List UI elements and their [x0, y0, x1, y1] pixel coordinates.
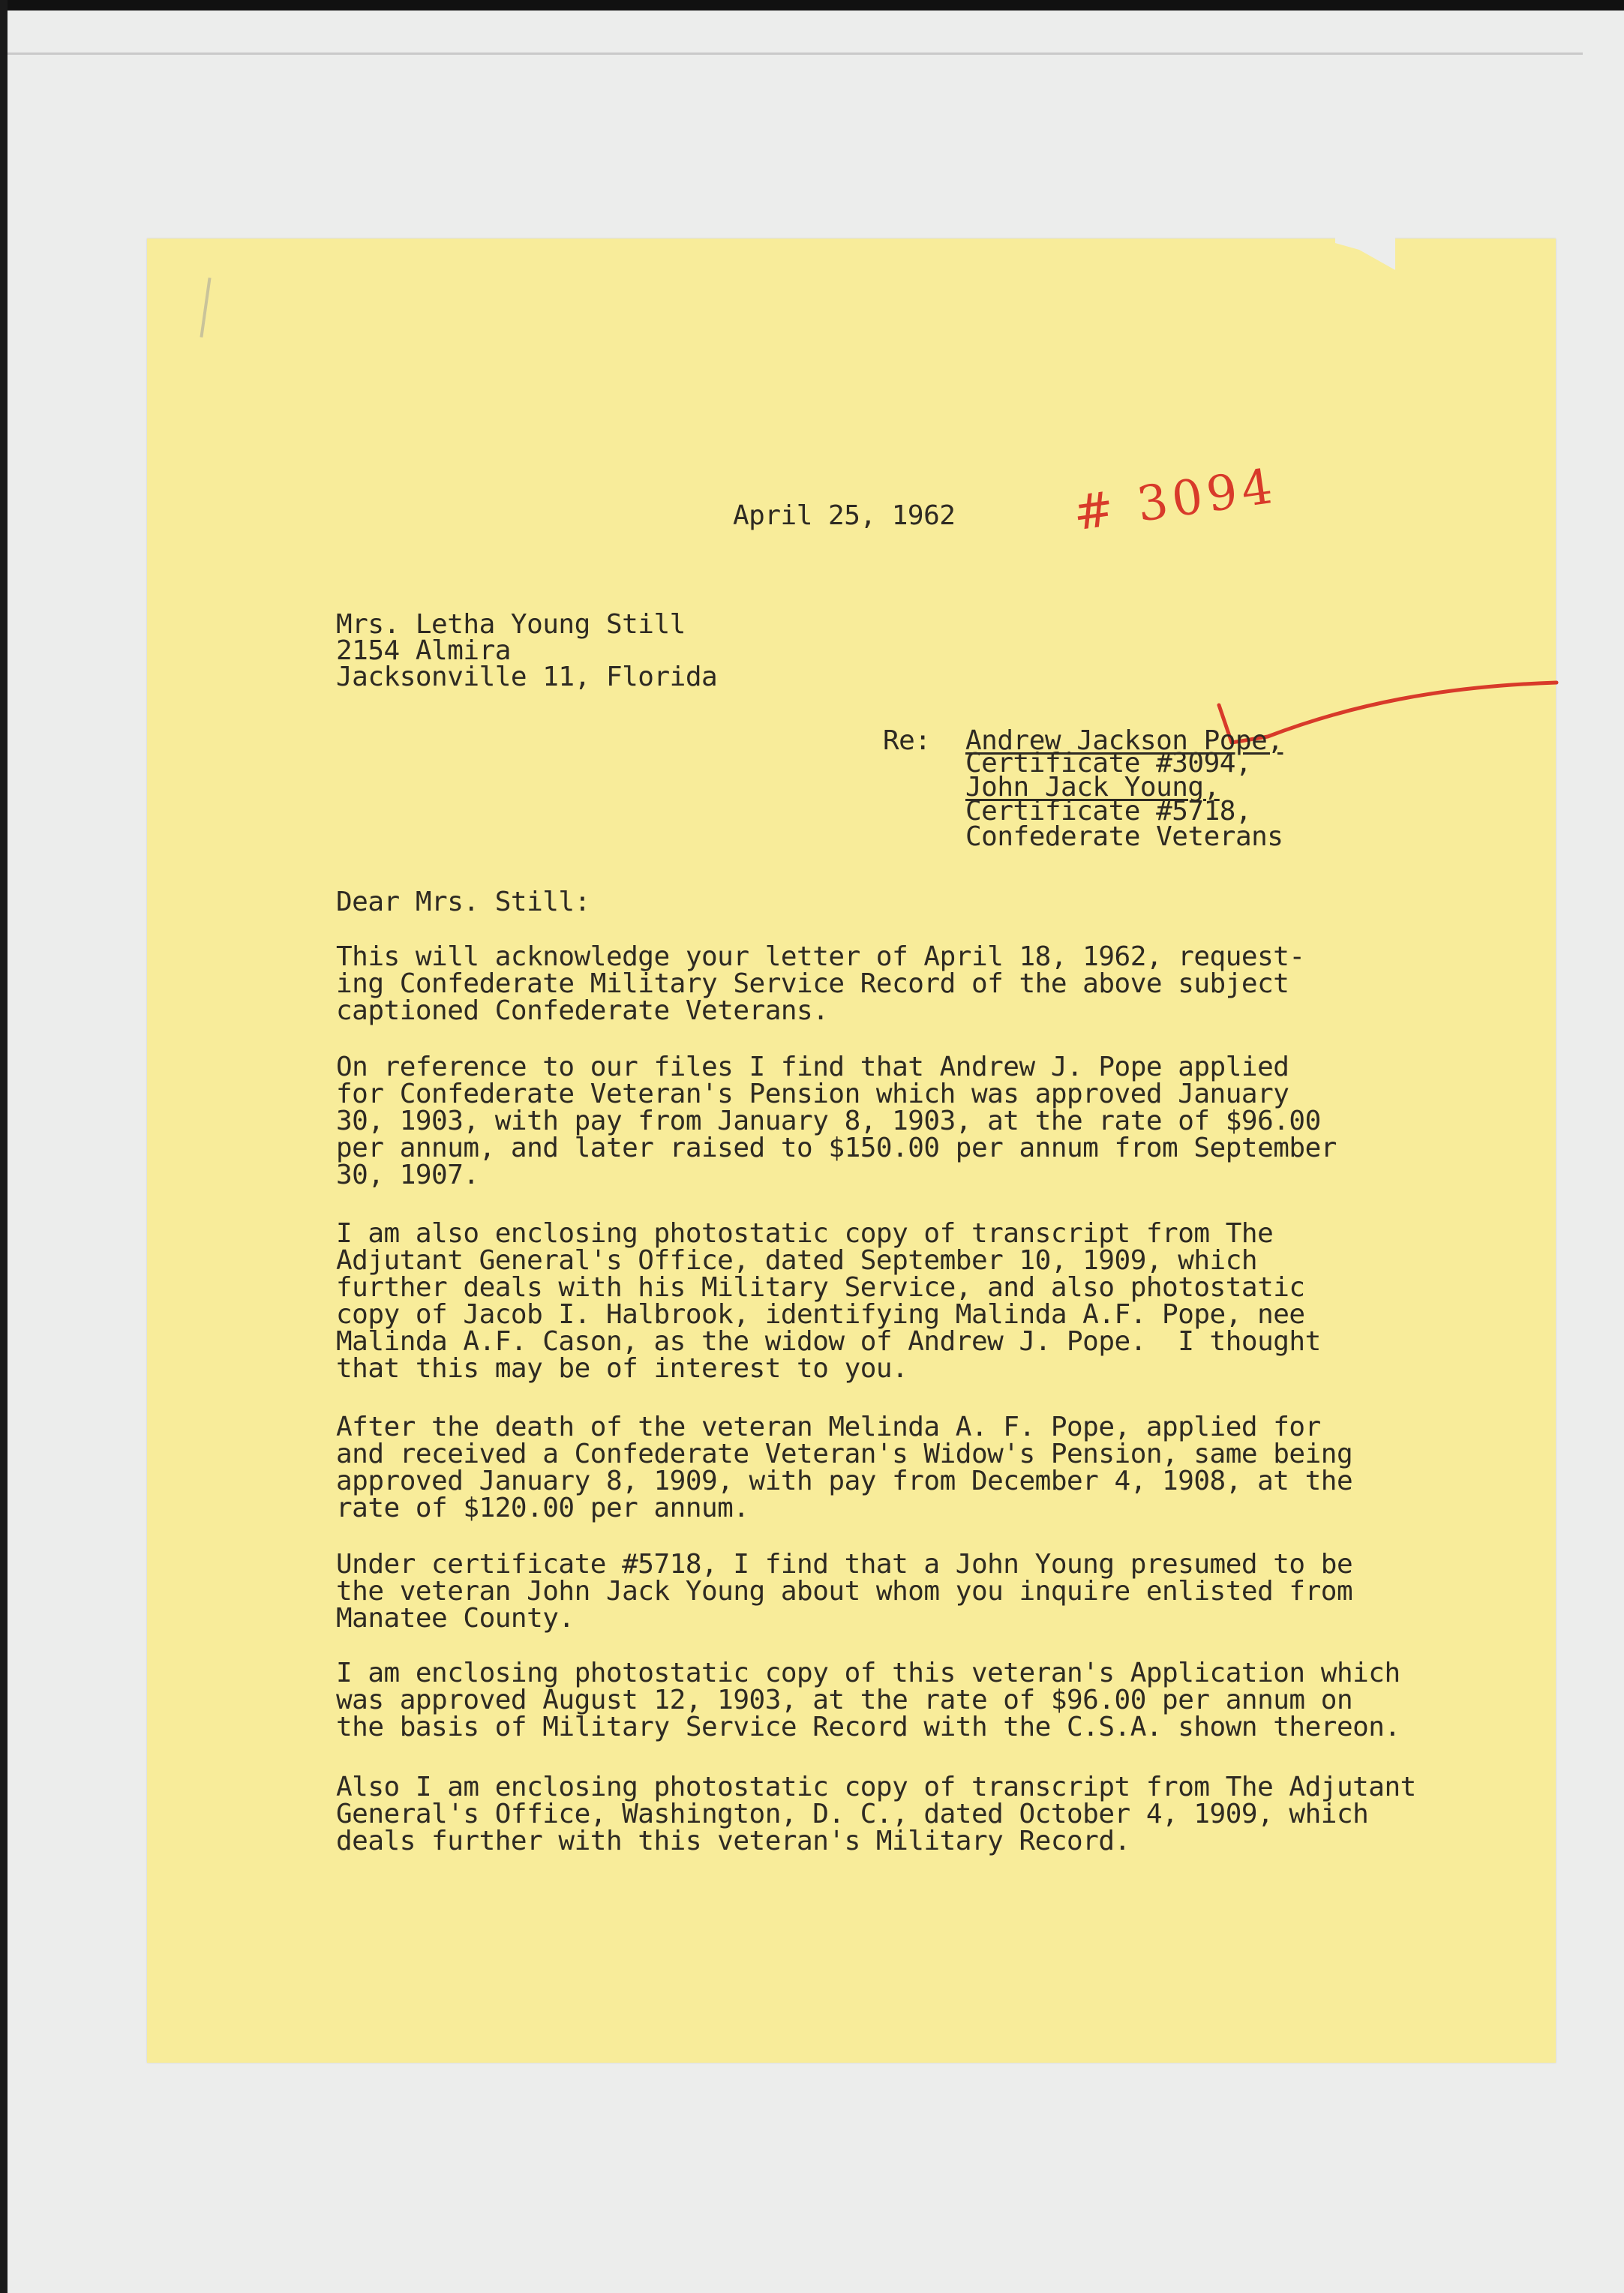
body-paragraph: Under certificate #5718, I find that a John Young presumed to be the veteran John Jack Young about whom you inquire enlisted from Manatee County. [336, 1549, 1353, 1634]
letter-date: April 25, 1962 [733, 500, 956, 531]
re-line: Confederate Veterans [965, 821, 1283, 852]
body-paragraph: This will acknowledge your letter of April 18, 1962, request- ing Confederate Military Service Record of the above subject captioned Confederate Veterans. [336, 941, 1305, 1026]
address-line: Mrs. Letha Young Still [336, 609, 686, 640]
handwritten-certificate-note: # 3094 [1070, 458, 1280, 542]
re-line: Andrew Jackson Pope, [965, 725, 1283, 756]
scanner-top-edge [0, 0, 1624, 11]
body-paragraph: On reference to our files I find that Andrew J. Pope applied for Confederate Veteran's Pension which was approved January 30, 1903, with pay from January 8, 1903, at the rate of $96.00 per annum, and later raised to $150.00 per annum from September 30, 1907. [336, 1052, 1337, 1190]
address-line: Jacksonville 11, Florida [336, 662, 718, 692]
re-line: Certificate #5718, [965, 796, 1252, 827]
re-label: Re: [883, 725, 931, 756]
address-line: 2154 Almira [336, 635, 511, 666]
body-paragraph: Also I am enclosing photostatic copy of transcript from The Adjutant General's Office, Washington, D. C., dated October 4, 1909, which deals further with this veteran's Military Record. [336, 1772, 1416, 1856]
salutation: Dear Mrs. Still: [336, 887, 590, 917]
body-paragraph: After the death of the veteran Melinda A. F. Pope, applied for and received a Confederate Veteran's Widow's Pension, same being approved January 8, 1909, with pay from December 4, 1908, at the rate of $120.00 per annum. [336, 1412, 1353, 1523]
re-line: Certificate #3094, [965, 748, 1252, 779]
re-line: John Jack Young, [965, 772, 1220, 803]
body-paragraph: I am enclosing photostatic copy of this veteran's Application which was approved August 12, 1903, at the rate of $96.00 per annum on the basis of Military Service Record with the C.S.A. shown thereon. [336, 1658, 1400, 1742]
body-paragraph: I am also enclosing photostatic copy of transcript from The Adjutant General's Office, dated September 10, 1909, which further deals with his Military Service, and also photostatic copy of Jacob I. Halbrook, identifying Malinda A.F. Pope, nee Malinda A.F. Cason, as the widow of Andrew J. Pope. I thought that this may be of interest to you. [336, 1218, 1321, 1384]
scanner-left-edge [0, 0, 8, 2293]
scanner-line [8, 53, 1583, 55]
